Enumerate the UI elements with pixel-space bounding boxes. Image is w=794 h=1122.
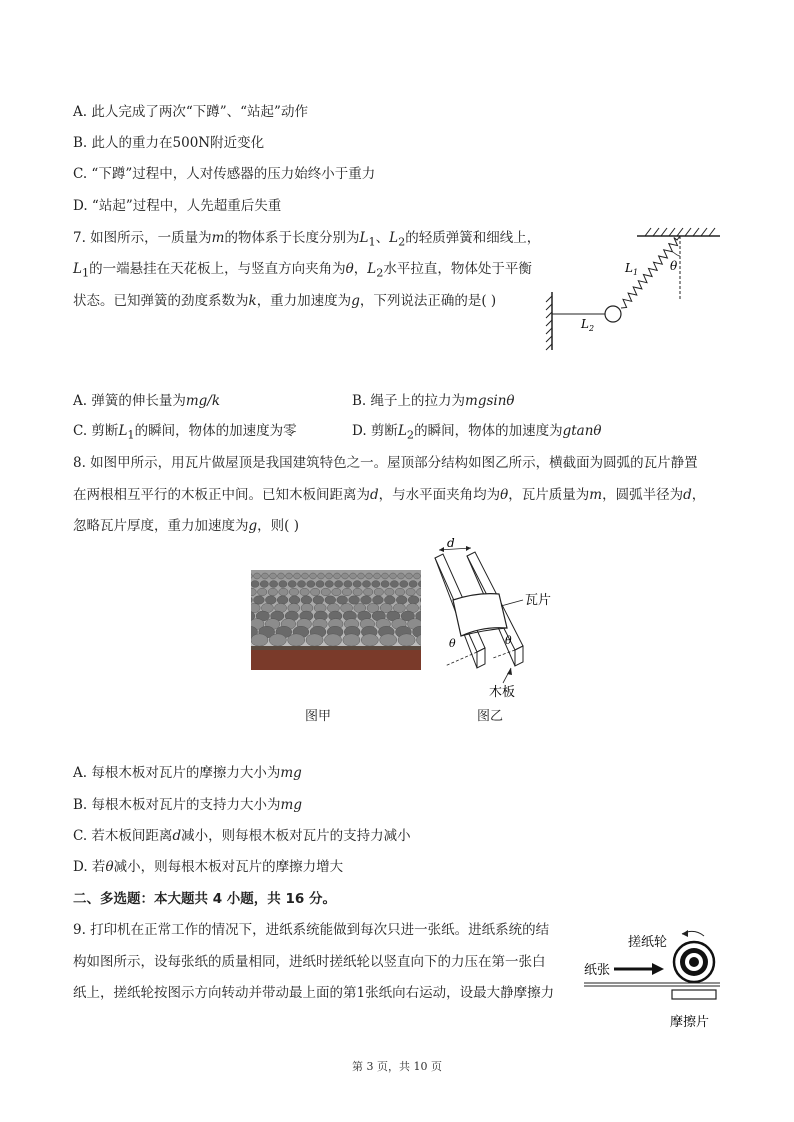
figure-a-caption: 图甲 [305, 709, 332, 724]
q8-board-diagram [425, 538, 565, 703]
q9-stem-line1: 9. 打印机在正常工作的情况下，进纸系统能做到每次只进一张纸。进纸系统的结 [73, 922, 550, 938]
q8-fig-theta-right: θ [505, 634, 512, 647]
q7-option-a: A. 弹簧的伸长量为mg/k [73, 393, 221, 409]
q8-stem-line3: 忽略瓦片厚度，重力加速度为g，则( ) [73, 518, 299, 534]
q6-option-b: B. 此人的重力在500N附近变化 [73, 135, 265, 151]
q7-fig-label-theta: θ [670, 259, 678, 273]
q7-spring-figure [545, 222, 725, 354]
q7-option-b: B. 绳子上的拉力为mgsinθ [352, 393, 515, 409]
q7-stem-line3: 状态。已知弹簧的劲度系数为k，重力加速度为g，下列说法正确的是( ) [73, 293, 497, 309]
q8-option-c: C. 若木板间距离d减小，则每根木板对瓦片的支持力减小 [73, 828, 411, 844]
q7-stem-line1: 7. 如图所示，一质量为m的物体系于长度分别为$L_1$、$L_2$的轻质弹簧和细线上， [73, 230, 541, 249]
page-footer: 第 3 页，共 10 页 [352, 1060, 442, 1073]
q8-stem-line2: 在两根相互平行的木板正中间。已知木板间距离为d，与水平面夹角均为θ，瓦片质量为m，圆弧半径为d， [73, 487, 706, 503]
q8-option-d: D. 若θ减小，则每根木板对瓦片的摩擦力增大 [73, 859, 344, 875]
q8-fig-label-d: d [447, 538, 455, 550]
q6-option-c: C. “下蹲”过程中，人对传感器的压力始终小于重力 [73, 166, 376, 182]
q8-option-a: A. 每根木板对瓦片的摩擦力大小为mg [73, 765, 302, 781]
q7-fig-label-l1: $L_1$ [625, 261, 639, 277]
q9-fig-label-pad: 摩擦片 [670, 1015, 710, 1030]
q8-fig-label-board: 木板 [489, 685, 516, 700]
q6-option-a: A. 此人完成了两次“下蹲”、“站起”动作 [73, 104, 308, 120]
section-header-multiple-choice: 二、多选题：本大题共 4 小题，共 16 分。 [73, 891, 336, 907]
q7-option-d: D. 剪断$L_2$的瞬间，物体的加速度为gtanθ [352, 423, 602, 442]
q9-stem-line3: 纸上，搓纸轮按图示方向转动并带动最上面的第1张纸向右运动，设最大静摩擦力 [73, 985, 555, 1001]
roof-tile-photo [251, 570, 421, 670]
q8-fig-theta-left: θ [449, 637, 456, 650]
q7-stem-line2: $L_1$的一端悬挂在天花板上，与竖直方向夹角为θ，$L_2$水平拉直，物体处于平衡 [73, 261, 532, 280]
q8-fig-label-tile: 瓦片 [525, 593, 552, 608]
q9-fig-label-paper: 纸张 [584, 963, 611, 978]
q9-fig-label-wheel: 搓纸轮 [628, 935, 668, 950]
q9-printer-figure [582, 922, 722, 1032]
q7-fig-label-l2: $L_2$ [581, 317, 595, 333]
q8-option-b: B. 每根木板对瓦片的支持力大小为mg [73, 797, 302, 813]
q9-stem-line2: 构如图所示，设每张纸的质量相同，进纸时搓纸轮以竖直向下的力压在第一张白 [73, 954, 546, 970]
q6-option-d: D. “站起”过程中，人先超重后失重 [73, 198, 282, 214]
figure-b-caption: 图乙 [477, 709, 504, 724]
q8-stem-line1: 8. 如图甲所示，用瓦片做屋顶是我国建筑特色之一。屋顶部分结构如图乙所示，横截面为圆弧的瓦片静置 [73, 455, 698, 471]
q7-option-c: C. 剪断$L_1$的瞬间，物体的加速度为零 [73, 423, 297, 442]
